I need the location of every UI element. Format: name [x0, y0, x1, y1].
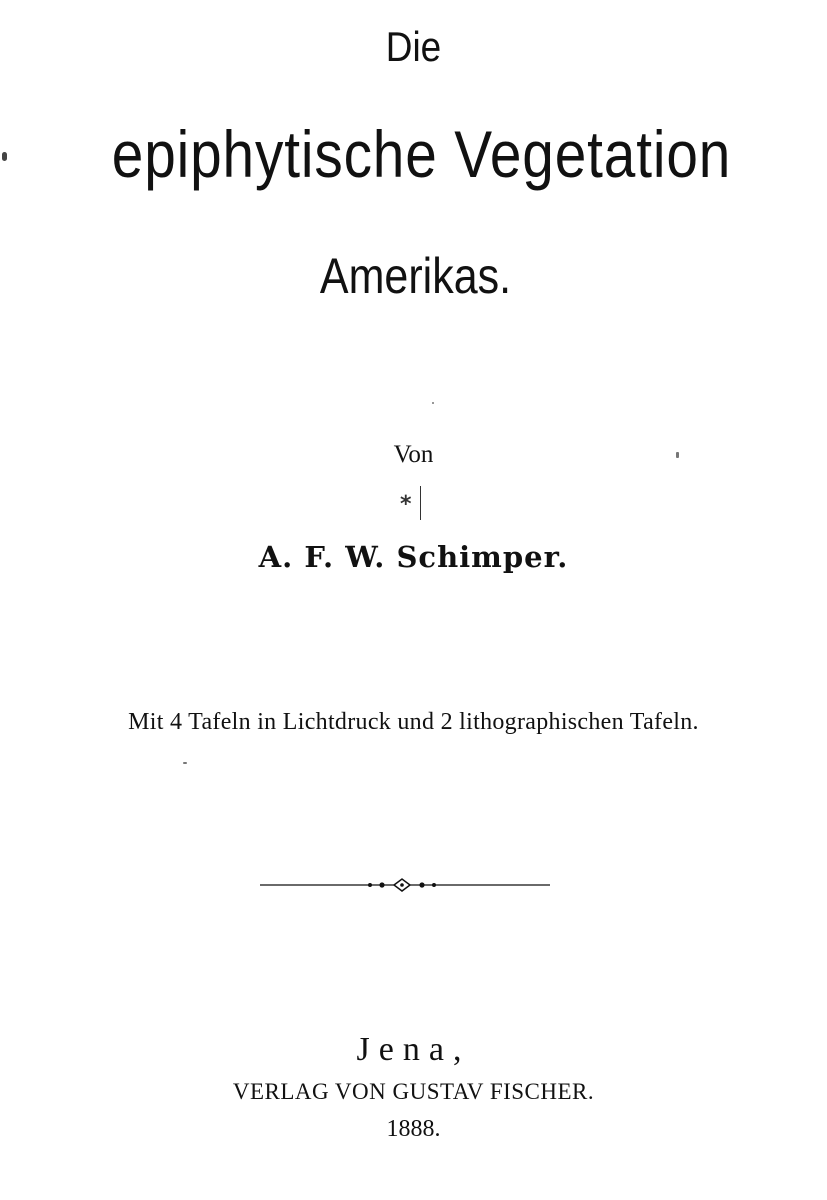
by-line: Von: [393, 441, 434, 468]
publication-year: 1888.: [386, 1116, 441, 1142]
paper-speck: [183, 762, 187, 764]
title-suffix: Amerikas.: [319, 248, 512, 304]
asterisk-glyph: *: [400, 492, 412, 517]
handwritten-asterisk-mark: [400, 490, 421, 524]
publication-city: Jena,: [356, 1031, 471, 1068]
paper-speck: [432, 402, 434, 404]
title-prefix: Die: [385, 23, 442, 70]
plates-note: Mit 4 Tafeln in Lichtdruck und 2 lithographischen Tafeln.: [128, 709, 699, 735]
publisher: VERLAG VON GUSTAV FISCHER.: [232, 1079, 595, 1104]
page-edge-speck: [2, 152, 7, 161]
main-title: epiphytische Vegetation: [111, 117, 732, 191]
ornamental-divider: [260, 876, 550, 894]
pen-stroke: [420, 486, 421, 520]
paper-speck: [676, 452, 679, 458]
author-name: A. F. W. Schimper.: [258, 540, 569, 574]
